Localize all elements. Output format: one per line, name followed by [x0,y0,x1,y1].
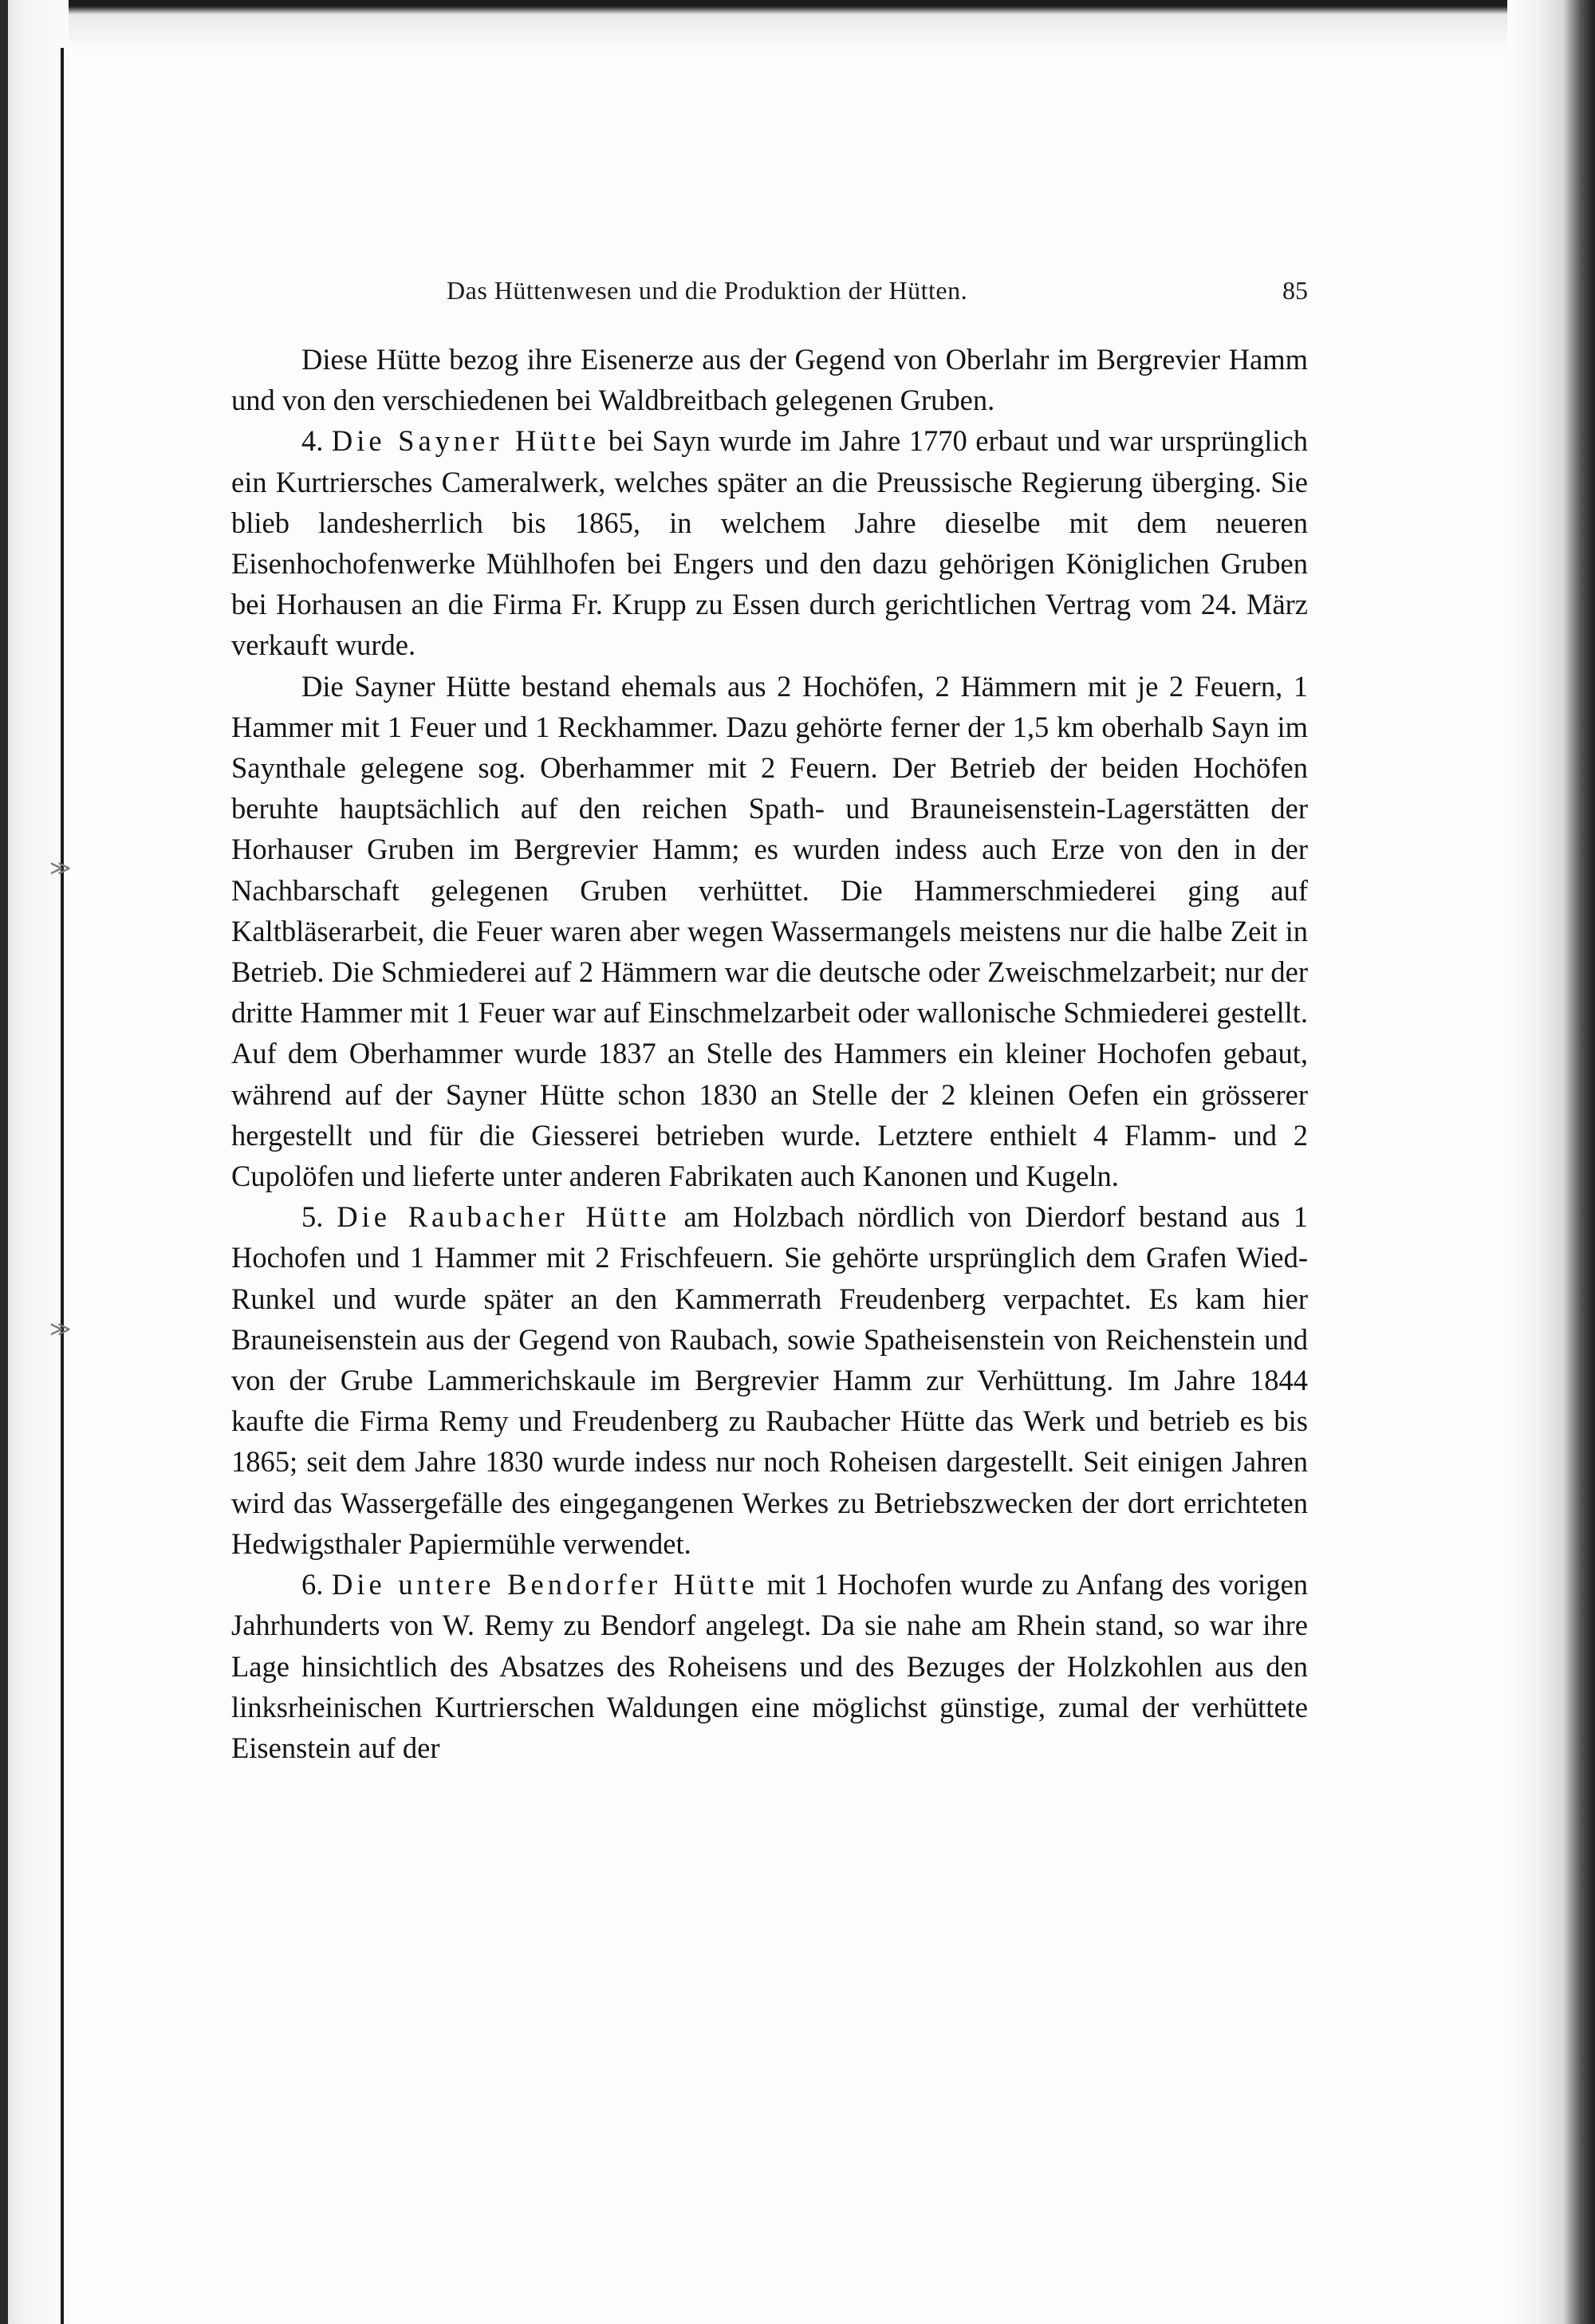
works-name: Die Sayner Hütte [331,424,601,458]
scan-left-edge [0,0,72,2324]
running-header [231,276,1308,316]
paragraph [231,339,1308,420]
body-text [231,339,1308,1768]
margin-mark-icon: ≫ [49,857,72,880]
paragraph-text: mit 1 Hochofen wurde zu Anfang des vorigen Jahrhunderts von W. Remy zu Bendorf angelegt. Da sie nahe am Rhein stand, so war ihre Lage hinsichtlich des Absatzes des Roheisens und des Bezuges der Holzkohlen aus den linksrheinischen Kurtrierschen Waldungen eine möglichst günstige, zumal der verhüttete Eisenstein auf der [231,1568,1309,1764]
running-title: Das Hüttenwesen und die Produktion der Hütten. [447,276,968,305]
paragraph [231,666,1308,1197]
binding-line [61,48,64,2324]
paragraph [231,420,1308,665]
page-number: 85 [1282,276,1308,305]
section-number: 4. [301,424,324,458]
paragraph-text: bei Sayn wurde im Jahre 1770 erbaut und war ursprünglich ein Kurtriersches Cameralwerk, welches später an die Preussische Regierung überging. Sie blieb landesherrlich bis 1865, in welchem Jahre dieselbe mit dem neueren Eisenhochofenwerke Mühlhofen bei Engers und den dazu gehörigen Königlichen Gruben bei Horhausen an die Firma Fr. Krupp zu Essen durch gerichtlichen Vertrag vom 24. März verkauft wurde. [231,424,1309,662]
section-number: 5. [301,1200,324,1234]
paragraph [231,1196,1308,1564]
works-name: Die Raubacher Hütte [337,1200,671,1234]
scan-top-edge [0,0,1595,51]
paragraph-text: am Holzbach nördlich von Dierdorf bestand aus 1 Hochofen und 1 Hammer mit 2 Frischfeuern. Sie gehörte ursprünglich dem Grafen Wied-Runkel und wurde später an den Kammerrath Freudenberg verpachtet. Es kam hier Brauneisenstein aus der Gegend von Raubach, sowie Spatheisenstein von Reichenstein und von der Grube Lammerichskaule im Bergrevier Hamm zur Verhüttung. Im Jahre 1844 kaufte die Firma Remy und Freudenberg zu Raubacher Hütte das Werk und betrieb es bis 1865; seit dem Jahre 1830 wurde indess nur noch Roheisen dargestellt. Seit einigen Jahren wird das Wassergefälle des eingegangenen Werkes zu Betriebszwecken der dort errichteten Hedwigsthaler Papiermühle verwendet. [231,1200,1309,1560]
paragraph [231,1564,1308,1768]
works-name: Die untere Bendorfer Hütte [332,1568,758,1601]
section-number: 6. [301,1568,324,1601]
paragraph-text: Diese Hütte bezog ihre Eisenerze aus der Gegend von Oberlahr im Bergrevier Hamm und von den verschiedenen bei Waldbreitbach gelegenen Gruben. [231,343,1308,417]
paragraph-text: Die Sayner Hütte bestand ehemals aus 2 Hochöfen, 2 Hämmern mit je 2 Feuern, 1 Hammer mit 1 Feuer und 1 Reckhammer. Dazu gehörte ferner der 1,5 km oberhalb Sayn im Saynthale gelegene sog. Oberhammer mit 2 Feuern. Der Betrieb der beiden Hochöfen beruhte hauptsächlich auf den reichen Spath- und Brauneisenstein-Lagerstätten der Horhauser Gruben im Bergrevier Hamm; es wurden indess auch Erze von den in der Nachbarschaft gelegenen Gruben verhüttet. Die Hammerschmiederei ging auf Kaltbläserarbeit, die Feuer waren aber wegen Wassermangels meistens nur die halbe Zeit in Betrieb. Die Schmiederei auf 2 Hämmern war die deutsche oder Zweischmelzarbeit; nur der dritte Hammer mit 1 Feuer war auf Einschmelzarbeit oder wallonische Schmiederei gestellt. Auf dem Oberhammer wurde 1837 an Stelle des Hammers ein kleiner Hochofen gebaut, während auf der Sayner Hütte schon 1830 an Stelle der 2 kleinen Oefen ein grösserer hergestellt und für die Giesserei betrieben wurde. Letztere enthielt 4 Flamm- und 2 Cupolöfen und lieferte unter anderen Fabrikaten auch Kanonen und Kugeln. [231,669,1308,1193]
margin-mark-icon: ≫ [49,1318,72,1341]
scan-right-edge [1507,0,1595,2324]
